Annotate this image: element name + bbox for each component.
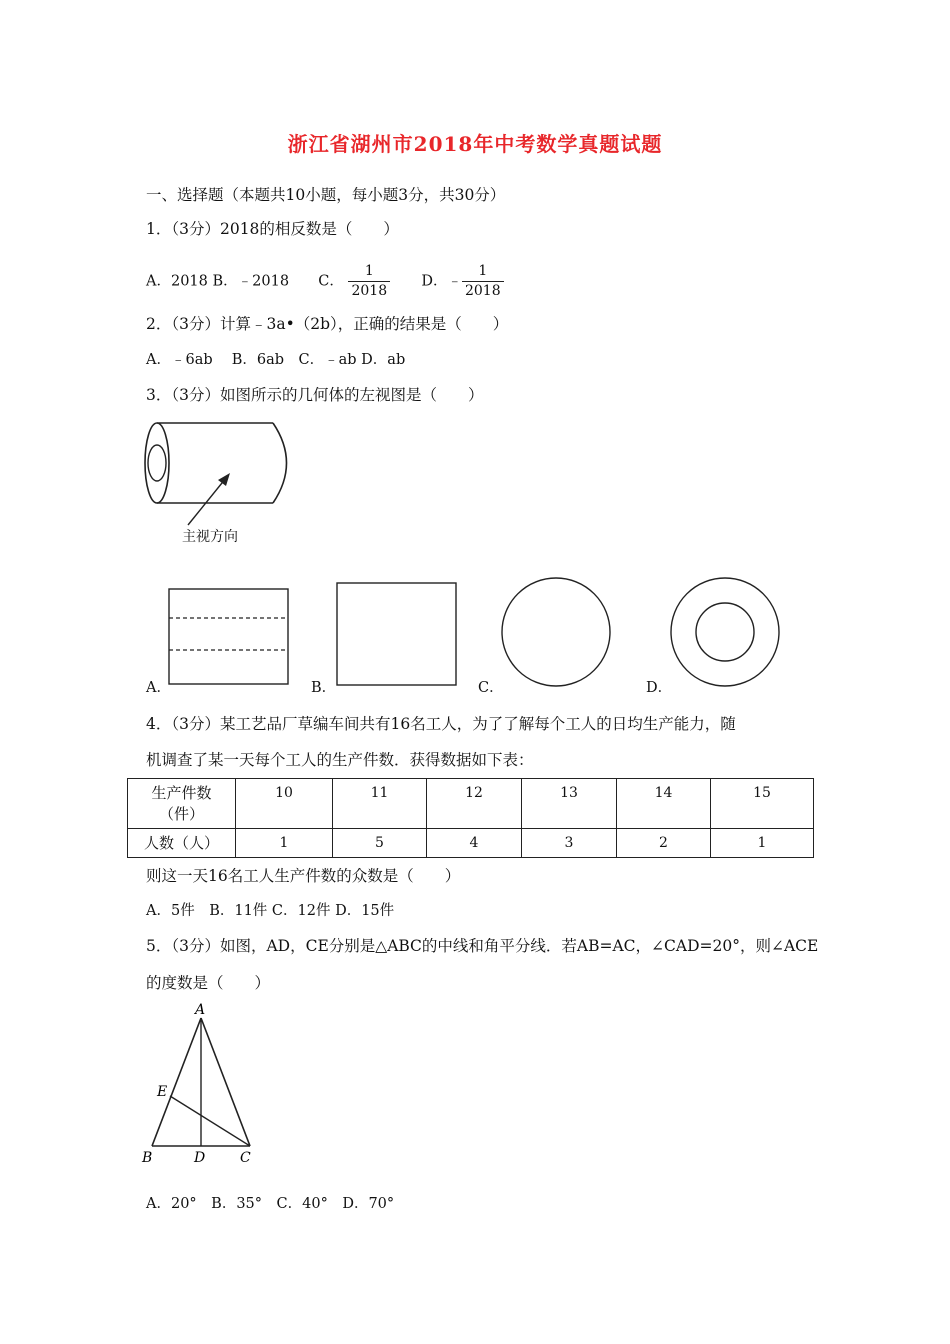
fraction-numerator: 1 [462,262,504,282]
section-heading: 一、选择题（本题共10小题，每小题3分，共30分） [146,186,506,204]
vertex-label-c: C [240,1150,251,1166]
vertex-label-e: E [157,1084,168,1100]
production-table [127,778,814,858]
table-row [128,779,814,829]
table-header-people: 人数（人） [128,829,236,858]
q4-stem-line1: 4．（3分）某工艺品厂草编车间共有16名工人，为了了解每个工人的日均生产能力，随 [146,715,736,733]
q3-option-a: A． [146,680,171,696]
q1-fraction-d [462,262,504,301]
q1-options [146,262,504,301]
table-cell: 13 [522,779,617,829]
table-cell: 5 [333,829,427,858]
option-a-rectangle-dashed [168,588,290,686]
table-cell: 1 [236,829,333,858]
fraction-numerator: 1 [348,262,390,282]
q3-option-b: B． [311,680,337,696]
q5-stem-line2: 的度数是（ ） [146,974,271,992]
q1-option-c: C． [318,273,344,290]
header-line: （件） [158,804,204,823]
q2-stem: 2．（3分）计算﹣3a•（2b），正确的结果是（ ） [146,315,509,333]
q4-question: 则这一天16名工人生产件数的众数是（ ） [146,867,461,885]
q4-options: A．5件 B．11件 C．12件 D．15件 [146,903,395,919]
option-d-concentric-circles [669,576,781,688]
q1-option-b: B．﹣2018 [212,273,290,290]
table-header-products [128,779,236,829]
q1-stem: 1．（3分）2018的相反数是（ ） [146,220,399,238]
vertex-label-a: A [195,1002,206,1018]
table-cell: 12 [427,779,522,829]
q5-stem-line1: 5．（3分）如图，AD，CE分别是△ABC的中线和角平分线．若AB=AC，∠CAD=20°，则∠ACE [146,937,819,955]
q5-options: A．20° B．35° C．40° D．70° [146,1196,395,1212]
table-cell: 3 [522,829,617,858]
page-title: 浙江省湖州市2018年中考数学真题试题 [287,132,663,156]
table-cell: 14 [617,779,711,829]
option-b-square [336,582,458,687]
table-cell: 2 [617,829,711,858]
cylinder-figure [140,410,300,510]
vertex-label-b: B [142,1150,153,1166]
q2-options: A．﹣6ab B．6ab C．﹣ab D．ab [146,352,406,368]
table-cell: 4 [427,829,522,858]
q3-option-d: D． [646,680,673,696]
q3-option-c: C． [478,680,504,696]
fraction-denominator: 2018 [464,283,501,299]
table-cell: 10 [236,779,333,829]
fraction-denominator: 2018 [351,283,388,299]
table-cell: 15 [711,779,814,829]
vertex-label-d: D [194,1150,206,1166]
header-line: 生产件数 [151,783,212,802]
triangle-figure [140,1000,270,1170]
view-direction-label: 主视方向 [182,529,238,545]
option-c-circle [500,576,612,688]
table-cell: 11 [333,779,427,829]
q4-stem-line2: 机调查了某一天每个工人的生产件数．获得数据如下表： [146,751,534,769]
table-row [128,829,814,858]
q3-stem: 3．（3分）如图所示的几何体的左视图是（ ） [146,386,484,404]
q1-fraction-c [348,262,390,301]
q1-option-a: A．2018 [146,273,208,290]
q1-option-d: D．﹣ [421,273,462,290]
table-cell: 1 [711,829,814,858]
